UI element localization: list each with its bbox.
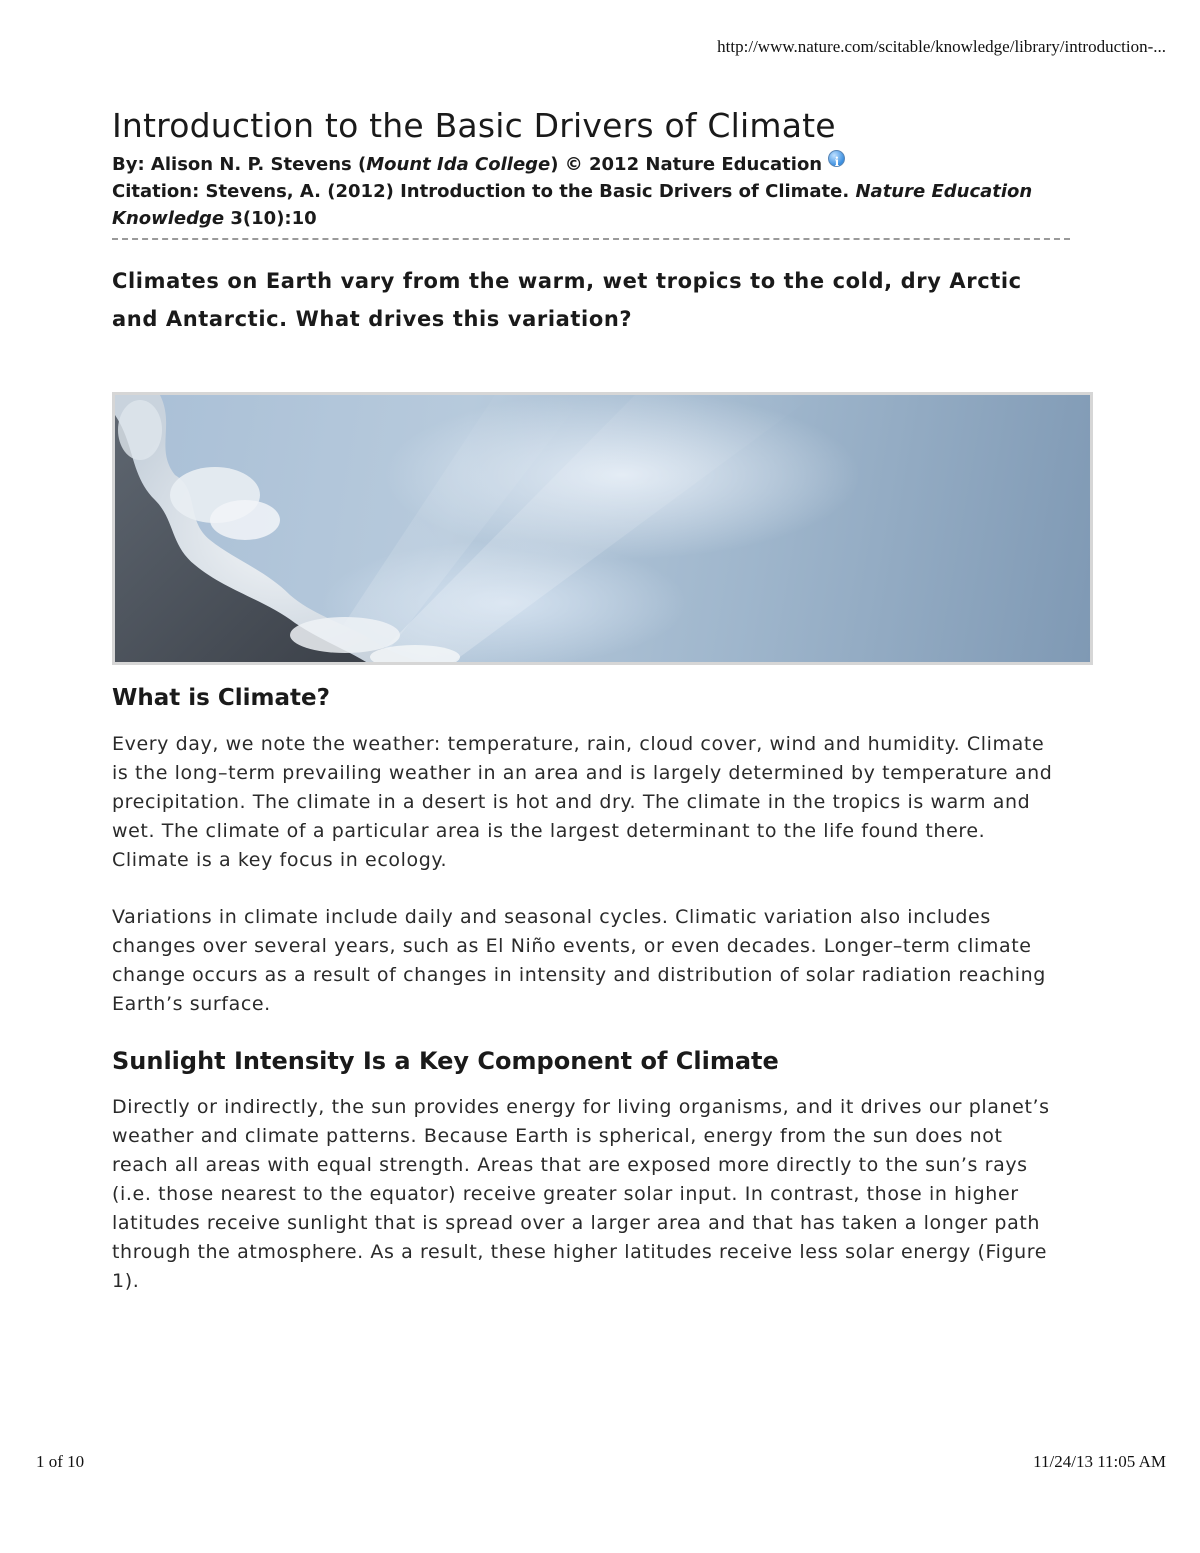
- article: [112, 104, 1072, 1296]
- citation: [112, 178, 1072, 232]
- paragraph: Every day, we note the weather: temperature, rain, cloud cover, wind and humidity. Climate is the long–term prevailing weather in an area and is largely determined by temperature and precipitation. The climate in a desert is hot and dry. The climate in the tropics is warm and wet. The climate of a particular area is the largest determinant to the life found there. Climate is a key focus in ecology.: [112, 733, 1053, 871]
- print-url: http://www.nature.com/scitable/knowledge/library/introduction-...: [717, 37, 1166, 56]
- citation-volume: 3(10):10: [224, 208, 317, 229]
- info-icon[interactable]: [828, 150, 845, 167]
- byline: [112, 150, 1072, 178]
- byline-author: By: Alison N. P. Stevens (: [112, 154, 367, 175]
- byline-affiliation: Mount Ida College: [366, 154, 551, 175]
- header-divider: [112, 238, 1070, 240]
- byline-copyright: ) © 2012 Nature Education: [550, 154, 823, 175]
- hero-image: [112, 392, 1093, 665]
- article-lede: Climates on Earth vary from the warm, wet tropics to the cold, dry Arctic and Antarctic. What drives this variation?: [112, 269, 1022, 331]
- paragraph: Directly or indirectly, the sun provides energy for living organisms, and it drives our planet’s weather and climate patterns. Because Earth is spherical, energy from the sun does not reach all areas with equal strength. Areas that are exposed more directly to the sun’s rays (i.e. those nearest to the equator) receive greater solar input. In contrast, those in higher latitudes receive sunlight that is spread over a larger area and that has taken a longer path through the atmosphere. As a result, these higher latitudes receive less solar energy (Figure 1).: [112, 1096, 1050, 1292]
- article-title: Introduction to the Basic Drivers of Climate: [112, 106, 836, 145]
- page-indicator: 1 of 10: [36, 1452, 85, 1471]
- citation-journal: Nature Education Knowledge: [112, 181, 1033, 229]
- section-heading-what-is-climate: What is Climate?: [112, 685, 330, 711]
- sky-clouds-photo-icon: [115, 395, 1093, 665]
- paragraph: Variations in climate include daily and seasonal cycles. Climatic variation also includes changes over several years, such as El Niño events, or even decades. Longer–term climate change occurs as a result of changes in intensity and distribution of solar radiation reaching Earth’s surface.: [112, 906, 1046, 1015]
- section-heading-sunlight-intensity: Sunlight Intensity Is a Key Component of Climate: [112, 1047, 779, 1075]
- print-timestamp: 11/24/13 11:05 AM: [1033, 1452, 1166, 1471]
- citation-text: Citation: Stevens, A. (2012) Introduction to the Basic Drivers of Climate.: [112, 181, 856, 202]
